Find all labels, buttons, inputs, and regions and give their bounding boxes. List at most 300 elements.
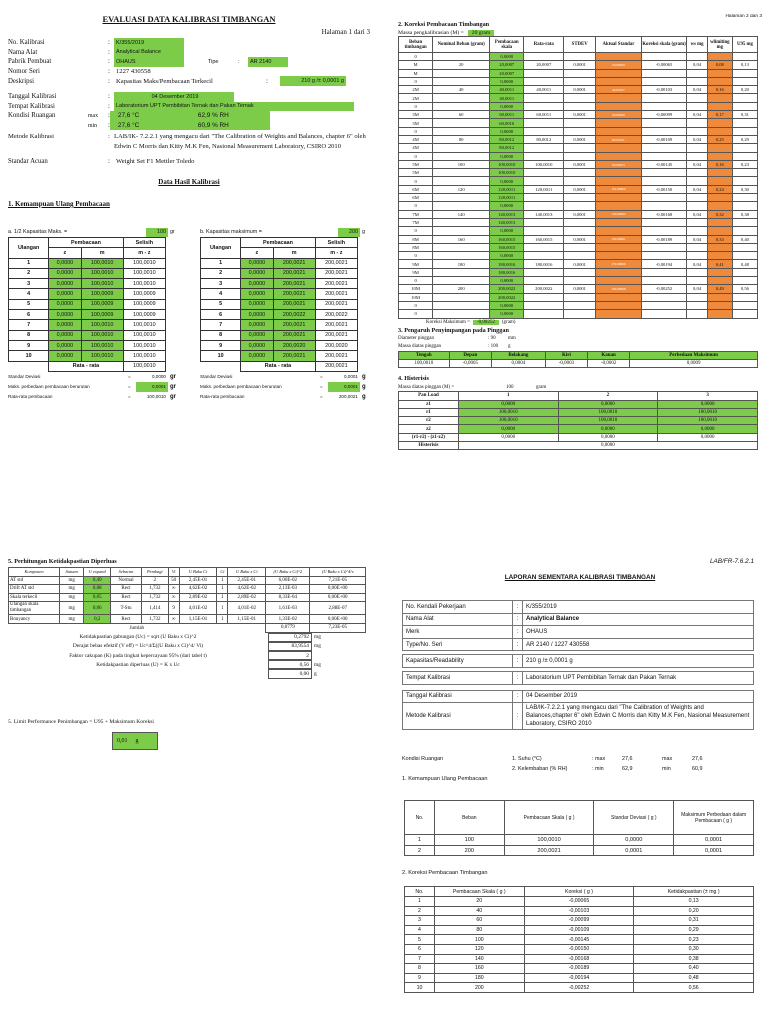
table-cell: 2: [9, 268, 49, 278]
uncertainty-cell: 1,15E-01: [228, 615, 266, 624]
penyimpangan-col-header: Kiri: [545, 351, 587, 359]
info-row: Pabrik Pembuat : OHAUS Tipe : AR 2140: [8, 57, 370, 67]
metode-row: Metode Kalibrasi : LAB/IK- 7.2.2.1 yang mengacu dari "The Calibration of Weights and Balances, chapter 6" oleh Edwin C Morris dan Kitty M.K Fen, Nasional Measurement Laboratory, CSIRO 2010: [8, 132, 370, 152]
stat-value: 100,0010: [146, 394, 166, 400]
laporan-koreksi-cell: 0,48: [634, 973, 754, 983]
laporan-koreksi-cell: 8: [405, 964, 435, 974]
laporan-koreksi-header: [405, 887, 754, 897]
koreksi-cell: 100,0010: [524, 160, 564, 168]
uncertainty-cell: ∞: [168, 615, 179, 624]
koreksi-cell: [564, 268, 596, 276]
koreksi-cell: 119,99960: [596, 185, 642, 193]
uncertainty-col-header: Komponen: [9, 568, 60, 577]
diameter-unit: mm: [508, 336, 516, 341]
uncertainty-cell: 8,33E-04: [266, 593, 310, 602]
koreksi-cell: [641, 144, 687, 152]
histerisis-cell: 0,0000: [558, 433, 658, 441]
table-cell: 6: [9, 310, 49, 320]
info-value-text: Analytical Balance: [116, 49, 161, 56]
temp-min: 27,6 °C: [110, 121, 190, 131]
table-row: [399, 425, 758, 433]
koreksi-cell: [596, 69, 642, 77]
laporan-rep-cell: 1: [405, 835, 435, 846]
table-cell: 200,0021: [315, 258, 357, 268]
info-label: Tempat Kalibrasi: [8, 102, 55, 110]
nominal-cell: [433, 293, 490, 301]
uncertainty-cell: Normal: [110, 576, 141, 585]
table-row: [405, 835, 754, 846]
koreksi-cell: [641, 152, 687, 160]
table-row: Tanggal Kalibrasi : 04 Desember 2019: [403, 690, 754, 703]
koreksi-max-value: -0,00252: [473, 320, 499, 325]
koreksi-cell: 139,99962: [596, 210, 642, 218]
uncertainty-cell: Rect: [110, 585, 141, 594]
massa4-label: Massa diatas pinggan (M) =: [398, 384, 455, 390]
info-value: [114, 57, 184, 67]
table-cell: 0,0000: [49, 310, 81, 320]
calc-value: 0,2792: [268, 633, 312, 642]
table-cell: 200,0021: [315, 351, 357, 361]
table-cell: 1: [9, 258, 49, 268]
koreksi-cell: [596, 144, 642, 152]
koreksi-cell: [524, 152, 564, 160]
koreksi-cell: [732, 252, 757, 260]
uncertainty-col-header: (U Baku x Ci)^2: [266, 568, 310, 577]
info-row: No. Kalibrasi : K/355/2019: [8, 38, 370, 48]
uncertainty-cell: 50: [168, 576, 179, 585]
uncertainty-cell: 9: [168, 602, 179, 615]
koreksi-cell: 0,04: [687, 160, 708, 168]
table-cell: 1: [201, 258, 241, 268]
koreksi-cell: [687, 277, 708, 285]
table-cell: 100,0010: [123, 268, 165, 278]
table-row: [399, 417, 758, 425]
koreksi-cell: 0,04: [687, 210, 708, 218]
uncertainty-cell: 2,13E-03: [266, 585, 310, 594]
nominal-cell: [433, 177, 490, 185]
table-row: [399, 235, 758, 243]
koreksi-cell: [732, 243, 757, 251]
koreksi-cell: 0,24: [707, 185, 732, 193]
penyimpangan-col-header: Belakang: [491, 351, 545, 359]
table-row: [399, 433, 758, 441]
koreksi-cell: [732, 94, 757, 102]
koreksi-cell: [732, 218, 757, 226]
table-row: [399, 260, 758, 268]
koreksi-cell: [596, 77, 642, 85]
koreksi-cell: [687, 252, 708, 260]
beban-cell: 8M: [399, 243, 433, 251]
beban-cell: 5M: [399, 169, 433, 177]
info-label: Kapasitas/Readability: [403, 655, 513, 668]
table-cell: 0,0000: [49, 289, 81, 299]
koreksi-cell: [732, 227, 757, 235]
calc-value: 2: [268, 651, 312, 660]
table-row: [405, 973, 754, 983]
laporan-koreksi-cell: 0,31: [634, 916, 754, 926]
kondisi-max-row: [8, 111, 370, 121]
uncertainty-header: [9, 568, 366, 577]
koreksi-cell: -0,00103: [641, 86, 687, 94]
beban-cell: 0: [399, 127, 433, 135]
info-label: Type/No. Seri: [403, 638, 513, 651]
info-value: 04 Desember 2019: [523, 690, 754, 703]
calc-unit: mg: [314, 634, 321, 641]
table-cell: 2: [201, 268, 241, 278]
table-row: [399, 53, 758, 61]
histerisis-total-row: [399, 442, 758, 450]
laporan-rep-col-header: Pembacaan Skala ( g ): [504, 801, 594, 835]
stat-row: Standar Deviasi = 0,0000 gr: [8, 373, 176, 380]
rep-head-value: 100: [146, 228, 168, 237]
koreksi-cell: [564, 77, 596, 85]
pembacaan-cell: 80,0012: [490, 135, 524, 143]
laporan-koreksi-cell: 2: [405, 906, 435, 916]
koreksi-col-header: U95 mg: [732, 37, 757, 53]
stat-label: Rata-rata pembacaan: [8, 394, 53, 400]
koreksi-cell: [524, 301, 564, 309]
rh-min: 60,9 % RH: [190, 121, 270, 131]
hasil-title: Data Hasil Kalibrasi: [158, 177, 220, 186]
table-row: [399, 177, 758, 185]
table-row: [201, 320, 358, 330]
koreksi-cell: [707, 218, 732, 226]
jumlah-row: [9, 623, 366, 632]
stat-value: 0,0001: [328, 382, 360, 392]
koreksi-cell: [641, 243, 687, 251]
koreksi-cell: [707, 301, 732, 309]
beban-cell: 3M: [399, 111, 433, 119]
laporan-koreksi-cell: 0,30: [634, 944, 754, 954]
histerisis-col-header: Pan Load: [399, 392, 459, 400]
beban-cell: 2M: [399, 86, 433, 94]
laporan-section-1: 1. Kemampuan Ulang Pembacaan: [402, 776, 488, 783]
koreksi-cell: [707, 102, 732, 110]
histerisis-cell: 100,0010: [458, 417, 558, 425]
rata-label: Rata - rata: [49, 361, 124, 371]
info-label: Tanggal Kalibrasi: [8, 93, 57, 101]
koreksi-cell: 40,00107: [596, 86, 642, 94]
koreksi-cell: [687, 194, 708, 202]
histerisis-cell: z1: [399, 400, 459, 408]
histerisis-cell: 100,0010: [658, 408, 758, 416]
rata-row: [201, 361, 358, 371]
koreksi-cell: [707, 177, 732, 185]
beban-cell: 5M: [399, 160, 433, 168]
table-cell: 0,0000: [241, 340, 273, 350]
stat-row: Rata-rata pembacaan = 100,0010 gr: [8, 393, 176, 400]
koreksi-cell: 60,00006: [596, 111, 642, 119]
temp-max: 27,6 °C: [110, 111, 190, 121]
jumlah-label: Jumlah: [129, 625, 145, 631]
laporan-rep-cell: 100,0010: [504, 835, 594, 846]
calc-row: [8, 651, 370, 660]
koreksi-cell: [641, 277, 687, 285]
table-row: [9, 585, 366, 594]
suhu-max2-value: 27,6: [692, 756, 703, 763]
calc-row: [8, 660, 370, 669]
evaluasi-page-2: [398, 14, 762, 526]
calc-label: Ketidakpastian gabungan (Uc) = sqrt (U Baku x Ci)^2: [79, 634, 197, 641]
table-row: [405, 944, 754, 954]
info-value: [114, 38, 184, 48]
table-row: [9, 289, 166, 299]
beban-cell: 6M: [399, 194, 433, 202]
table-row: Metode Kalibrasi : LAB/IK-7.2.2.1 yang mengacu dari "The Calibration of Weights and Balances,chapter 6" oleh Edwin C Morris dan Kitty M.K Fen, Nasional Measurement Laboratory, CSIRO 2010: [403, 703, 754, 730]
standar-label: Standar Acuan: [8, 157, 48, 165]
laporan-koreksi-cell: 6: [405, 944, 435, 954]
table-cell: 200,0021: [273, 351, 315, 361]
koreksi-cell: [732, 102, 757, 110]
penyimpangan-cell: 0,0009: [630, 359, 758, 367]
laporan-rep-cell: 0,0001: [594, 845, 674, 856]
table-row: [201, 268, 358, 278]
kondisi-ruangan-label: Kondisi Ruangan: [402, 756, 444, 763]
koreksi-cell: 0,30: [732, 185, 757, 193]
table-row: [399, 252, 758, 260]
koreksi-cell: [707, 94, 732, 102]
kondisi-label: Kondisi Ruangan: [8, 112, 56, 120]
uncertainty-cell: 6,00E-02: [266, 576, 310, 585]
nominal-cell: [433, 301, 490, 309]
info-row: Nama Alat : Analytical Balance: [8, 48, 370, 58]
koreksi-max-row: [398, 319, 762, 327]
histerisis-cell: 0,0000: [658, 425, 758, 433]
table-row: [9, 268, 166, 278]
koreksi-cell: [641, 53, 687, 61]
kondisi-min-row: [8, 121, 370, 131]
laporan-koreksi-cell: 40: [434, 906, 524, 916]
table-row: [399, 408, 758, 416]
calc-value: 0,00: [268, 669, 312, 678]
table-row: [201, 310, 358, 320]
koreksi-cell: [596, 252, 642, 260]
koreksi-cell: 0,48: [732, 260, 757, 268]
table-row: [399, 194, 758, 202]
histerisis-table: [398, 391, 758, 450]
nominal-cell: [433, 77, 490, 85]
stat-unit: g: [362, 383, 366, 390]
koreksi-cell: [524, 127, 564, 135]
koreksi-cell: 0,08: [707, 61, 732, 69]
diameter-row: [398, 335, 762, 343]
table-cell: 4: [9, 289, 49, 299]
koreksi-cell: [732, 77, 757, 85]
koreksi-cell: -0,00252: [641, 285, 687, 293]
info-label: Merk: [403, 626, 513, 639]
repeatability-a: [8, 228, 178, 402]
koreksi-cell: 0,04: [687, 285, 708, 293]
laporan-koreksi-col-header: Koreksi ( g ): [524, 887, 634, 897]
table-row: [399, 202, 758, 210]
info-label: Nomor Seri: [8, 68, 40, 76]
uncertainty-cell: Skala terkecil: [9, 593, 60, 602]
uncertainty-col-header: Sebaran: [110, 568, 141, 577]
section-4-title: 4. Histerisis: [398, 375, 429, 383]
nominal-cell: 60: [433, 111, 490, 119]
table-row: Nama Alat : Analytical Balance: [403, 613, 754, 626]
koreksi-cell: [564, 94, 596, 102]
koreksi-cell: [687, 202, 708, 210]
table-row: [405, 983, 754, 993]
histerisis-cell: 0,0000: [458, 400, 558, 408]
laporan-koreksi-cell: 140: [434, 954, 524, 964]
evaluasi-page-1: [8, 10, 370, 528]
beban-cell: M: [399, 61, 433, 69]
calc-value: 0,56: [268, 660, 312, 669]
koreksi-cell: [524, 293, 564, 301]
repeatability-b: [200, 228, 370, 402]
table-row: [9, 340, 166, 350]
koreksi-cell: [564, 169, 596, 177]
koreksi-cell: 0,0001: [564, 61, 596, 69]
uncertainty-cell: ∞: [168, 585, 179, 594]
info-value: K/355/2019: [523, 601, 754, 614]
koreksi-col-header: STDEV: [564, 37, 596, 53]
limit-value: 0,01: [117, 737, 128, 744]
table-row: [9, 593, 366, 602]
laporan-koreksi-cell: 0,40: [634, 964, 754, 974]
jumlah-value-a: 0,0779: [266, 623, 310, 632]
info-value: 210 g /± 0,0001 g: [523, 655, 754, 668]
info-value: LAB/IK-7.2.2.1 yang mengacu dari "The Calibration of Weights and Balances,chapter 6" oleh Edwin C Morris dan Kitty M.K Fen, Nasional Measurement Laboratory, CSIRO 2010: [523, 703, 754, 730]
table-cell: 8: [9, 330, 49, 340]
koreksi-cell: [596, 94, 642, 102]
calc-unit: mg: [314, 661, 321, 668]
pembacaan-cell: 60,0010: [490, 119, 524, 127]
table-cell: 0,0000: [49, 258, 81, 268]
koreksi-cell: [707, 293, 732, 301]
uncertainty-cell: 7,21E-05: [310, 576, 366, 585]
laporan-rep-cell: 100: [434, 835, 504, 846]
metode-label: Metode Kalibrasi: [8, 133, 54, 141]
pembacaan-cell: 0,0000: [490, 202, 524, 210]
beban-cell: 9M: [399, 268, 433, 276]
koreksi-cell: [687, 227, 708, 235]
laporan-koreksi-cell: 200: [434, 983, 524, 993]
table-cell: 100,0010: [81, 320, 123, 330]
stat-row: Maks. perbedaan pembacaan berurutan = 0,0001 gr: [8, 383, 176, 390]
koreksi-cell: 0,17: [707, 111, 732, 119]
stat-label: Maks. perbedaan pembacaan berurutan: [8, 384, 90, 390]
stat-value: 200,0021: [338, 394, 358, 400]
beban-cell: 10M: [399, 293, 433, 301]
uncertainty-cell: 0,06: [84, 602, 111, 615]
laporan-koreksi-col-header: No.: [405, 887, 435, 897]
pembacaan-cell: 60,0011: [490, 111, 524, 119]
koreksi-cell: [524, 268, 564, 276]
uncertainty-cell: 0,00E+00: [310, 593, 366, 602]
penyimpangan-cell: -0,0005: [449, 359, 491, 367]
rh-max: 62,9 % RH: [190, 111, 270, 121]
laporan-koreksi-cell: 0,23: [634, 935, 754, 945]
koreksi-cell: [687, 218, 708, 226]
beban-cell: 0: [399, 77, 433, 85]
table-row: Kapasitas/Readability : 210 g /± 0,0001 g: [403, 655, 754, 668]
uncertainty-cell: ∞: [168, 593, 179, 602]
limit-unit: g: [135, 737, 139, 744]
koreksi-cell: [564, 218, 596, 226]
table-cell: 100,0010: [81, 340, 123, 350]
info-label: Pabrik Pembuat: [8, 58, 52, 66]
histerisis-cell: r1: [399, 408, 459, 416]
tipe-label: Tipe: [208, 58, 219, 65]
laporan-koreksi-cell: -0,00103: [524, 906, 634, 916]
stat-label: Standar Deviasi: [200, 374, 233, 380]
koreksi-cell: [524, 102, 564, 110]
tipe-value: AR 2140: [248, 57, 288, 67]
koreksi-cell: 0,13: [732, 61, 757, 69]
pembacaan-cell: 0,0000: [490, 152, 524, 160]
table-row: [9, 258, 166, 268]
table-cell: 100,0010: [81, 258, 123, 268]
table-cell: 5: [9, 299, 49, 309]
histerisis-cell: 0,0000: [658, 400, 758, 408]
table-cell: 200,0021: [315, 330, 357, 340]
beban-cell: 9M: [399, 260, 433, 268]
col-m: m: [273, 248, 315, 258]
koreksi-cell: 0,23: [732, 160, 757, 168]
koreksi-col-header: Pembacaan skala: [490, 37, 524, 53]
koreksi-cell: 199,99968: [596, 285, 642, 293]
table-cell: 0,0000: [49, 320, 81, 330]
uncertainty-cell: 2,45E-01: [228, 576, 266, 585]
info-block-2: [8, 92, 370, 111]
pembacaan-cell: 40,0011: [490, 86, 524, 94]
uncertainty-col-header: U Baku Ci: [179, 568, 217, 577]
pembacaan-cell: 160,0015: [490, 235, 524, 243]
koreksi-cell: [596, 169, 642, 177]
histerisis-value: 0,0000: [458, 442, 757, 450]
massa4-row: [398, 383, 762, 391]
penyimpangan-col-header: Depan: [449, 351, 491, 359]
koreksi-cell: 0,0001: [564, 235, 596, 243]
table-row: [399, 210, 758, 218]
pembacaan-cell: 20,0007: [490, 69, 524, 77]
table-cell: 7: [9, 320, 49, 330]
table-cell: 0,0000: [241, 299, 273, 309]
pembacaan-cell: 0,0000: [490, 252, 524, 260]
table-row: [9, 602, 366, 615]
koreksi-cell: -0,00189: [641, 235, 687, 243]
pembacaan-cell: 120,0011: [490, 194, 524, 202]
laporan-rep-col-header: Maksimum Perbedaan dalam Pembacaan ( g ): [674, 801, 754, 835]
koreksi-cell: 40,0011: [524, 86, 564, 94]
stat-row: Standar Deviasi = 0,0001 g: [200, 372, 370, 382]
table-cell: 200,0021: [273, 289, 315, 299]
koreksi-cell: 159,99961: [596, 235, 642, 243]
koreksi-cell: 0,0001: [564, 210, 596, 218]
jumlah-value-b: 7,23E-05: [310, 623, 366, 632]
koreksi-cell: [687, 293, 708, 301]
table-row: [9, 615, 366, 624]
table-cell: 0,0000: [49, 279, 81, 289]
table-row: [399, 227, 758, 235]
nominal-cell: 180: [433, 260, 490, 268]
koreksi-cell: 0,32: [707, 210, 732, 218]
laporan-koreksi-cell: -0,00168: [524, 954, 634, 964]
info-label: Metode Kalibrasi: [403, 703, 513, 730]
table-cell: 3: [9, 279, 49, 289]
info-value: 04 Desember 2019: [114, 92, 234, 102]
section-1-title: 1. Kemampuan Ulang Pembacaan: [8, 199, 110, 208]
table-row: [399, 243, 758, 251]
suhu-label: 1. Suhu (°C): [512, 756, 542, 763]
koreksi-cell: [732, 144, 757, 152]
table-row: [201, 340, 358, 350]
uncertainty-cell: 1,732: [142, 593, 169, 602]
uncertainty-cell: mg: [60, 585, 84, 594]
